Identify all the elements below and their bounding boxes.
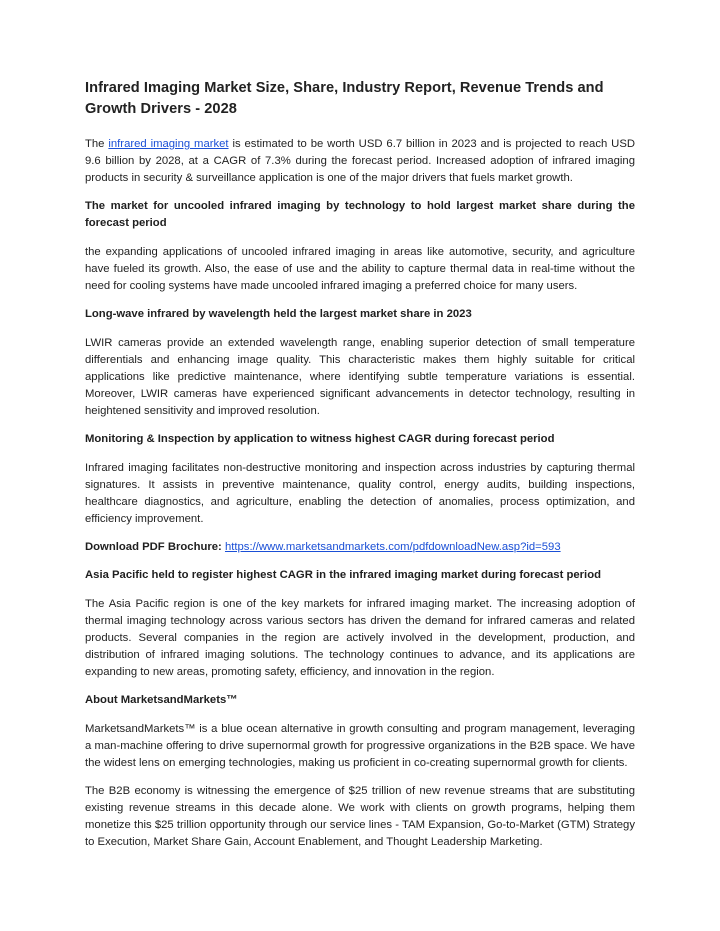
section-heading-asia-pacific: Asia Pacific held to register highest CAGR in the infrared imaging market during forecast period	[85, 569, 601, 581]
section-heading-monitoring: Monitoring & Inspection by application to witness highest CAGR during forecast period	[85, 433, 555, 445]
brochure-line	[85, 539, 635, 556]
about-paragraph-2: The B2B economy is witnessing the emergence of $25 trillion of new revenue streams that are substituting existing revenue streams in this decade alone. We work with clients on growth programs, helping them monetize this $25 trillion opportunity through our service lines - TAM Expansion, Go-to-Market (GTM) Strategy to Execution, Market Share Gain, Account Enablement, and Thought Leadership Marketing.	[85, 785, 635, 848]
about-paragraph-1: MarketsandMarkets™ is a blue ocean alternative in growth consulting and program management, leveraging a man-machine offering to drive supernormal growth for progressive organizations in the B2B space. We have the widest lens on emerging technologies, making us proficient in co-creating supernormal growth for clients.	[85, 723, 635, 769]
section-body-lwir: LWIR cameras provide an extended wavelength range, enabling superior detection of small temperature differentials and enhancing image quality. This characteristic makes them highly suitable for critical applications like predictive maintenance, where identifying subtle temperature variations is essential. Moreover, LWIR cameras have experienced significant advancements in detector technology, resulting in heightened sensitivity and improved resolution.	[85, 337, 635, 417]
intro-suffix: is estimated to be worth USD 6.7 billion in 2023 and is projected to reach USD 9.6 billion by 2028, at a CAGR of 7.3% during the forecast period. Increased adoption of infrared imaging products in security & surveillance application is one of the major drivers that fuels market growth.	[85, 138, 636, 184]
infrared-imaging-market-link[interactable]: infrared imaging market	[108, 138, 229, 150]
section-body-monitoring: Infrared imaging facilitates non-destructive monitoring and inspection across industries by capturing thermal signatures. It assists in preventive maintenance, quality control, energy audits, building inspections, healthcare diagnostics, and agriculture, enabling the detection of anomalies, process optimization, and efficiency improvement.	[85, 462, 635, 525]
brochure-label: Download PDF Brochure:	[85, 541, 222, 553]
intro-prefix: The	[85, 138, 109, 150]
section-heading-lwir: Long-wave infrared by wavelength held the largest market share in 2023	[85, 308, 472, 320]
document-title: Infrared Imaging Market Size, Share, Industry Report, Revenue Trends and Growth Drivers - 2028	[85, 80, 604, 117]
brochure-link[interactable]: https://www.marketsandmarkets.com/pdfdownloadNew.asp?id=593	[224, 541, 561, 553]
section-body-uncooled: the expanding applications of uncooled infrared imaging in areas like automotive, security, and agriculture have fueled its growth. Also, the ease of use and the ability to capture thermal data in real-time without the need for cooling systems have made uncooled infrared imaging a preferred choice for many users.	[85, 246, 635, 292]
section-heading-uncooled: The market for uncooled infrared imaging by technology to hold largest market share during the forecast period	[85, 200, 635, 229]
section-body-asia-pacific: The Asia Pacific region is one of the key markets for infrared imaging market. The increasing adoption of thermal imaging technology across various sectors has driven the demand for infrared cameras and related products. Several companies in the region are actively involved in the development, production, and distribution of infrared imaging solutions. The technology continues to advance, and its applications are expanding to new areas, promoting safety, efficiency, and innovation in the region.	[85, 598, 635, 678]
intro-paragraph	[85, 136, 635, 187]
about-heading: About MarketsandMarkets™	[85, 694, 238, 706]
